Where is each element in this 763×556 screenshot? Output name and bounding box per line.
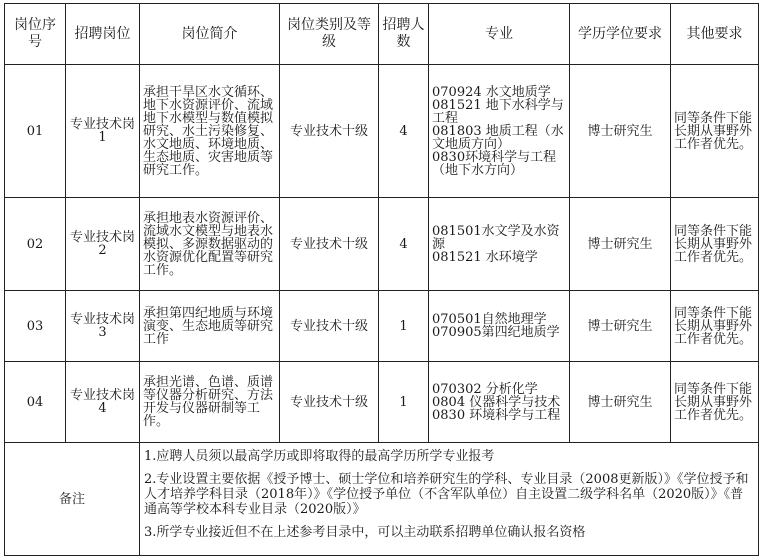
- major-item: 081803 地质工程（水文地质方向）: [432, 123, 564, 152]
- edu-cell: 博士研究生: [570, 65, 671, 198]
- major-item: 0804 仪器科学与技术: [432, 394, 561, 410]
- count-cell: 4: [379, 65, 429, 198]
- major-cell: [429, 198, 570, 291]
- post-cell: 专业技术岗1: [66, 65, 140, 198]
- other-cell: 同等条件下能长期从事野外工作者优先。: [671, 198, 759, 291]
- seq-cell: 03: [5, 291, 66, 362]
- level-cell: 专业技术十级: [280, 291, 379, 362]
- intro-cell: 承担地表水资源评价、流域水文模型与地表水模拟、多源数据驱动的水资源优化配置等研究工作。: [140, 198, 280, 291]
- header-count: 招聘人数: [379, 4, 429, 65]
- other-cell: 同等条件下能长期从事野外工作者优先。: [671, 362, 759, 443]
- major-cell: [429, 291, 570, 362]
- notes-content: [140, 443, 759, 556]
- post-cell: 专业技术岗2: [66, 198, 140, 291]
- table-row: [5, 291, 759, 362]
- count-cell: 1: [379, 291, 429, 362]
- major-item: 070302 分析化学: [432, 381, 538, 397]
- count-cell: 1: [379, 362, 429, 443]
- major-item: 081521 地下水科学与工程: [432, 97, 564, 126]
- intro-cell: 承担干旱区水文循环、地下水资源评价、流域地下水模型与数值模拟研究、水土污染修复、水文地质、环境地质、生态地质、灾害地质等研究工作。: [140, 65, 280, 198]
- major-item: 070501自然地理学: [432, 312, 547, 327]
- header-seq: 岗位序号: [5, 4, 66, 65]
- header-row: [5, 4, 759, 65]
- major-item: 081521 水环境学: [432, 249, 538, 265]
- header-major: 专业: [429, 4, 570, 65]
- header-level: 岗位类别及等级: [280, 4, 379, 65]
- major-item: 0830 环境科学与工程: [432, 407, 561, 423]
- header-other: 其他要求: [671, 4, 759, 65]
- major-item: 070905第四纪地质学: [432, 325, 560, 340]
- count-cell: 4: [379, 198, 429, 291]
- seq-cell: 01: [5, 65, 66, 198]
- note-item: 1.应聘人员须以最高学历或即将取得的最高学历所学专业报考: [144, 449, 495, 464]
- post-cell: 专业技术岗4: [66, 362, 140, 443]
- table-row: [5, 362, 759, 443]
- header-edu: 学历学位要求: [570, 4, 671, 65]
- notes-row: [5, 443, 759, 556]
- major-item: 081501水文学及水资源: [432, 223, 560, 252]
- header-post: 招聘岗位: [66, 4, 140, 65]
- other-cell: 同等条件下能长期从事野外工作者优先。: [671, 65, 759, 198]
- intro-cell: 承担光谱、色谱、质谱等仪器分析研究、方法开发与仪器研制等工作。: [140, 362, 280, 443]
- table-row: [5, 65, 759, 198]
- note-item: 2.专业设置主要依据《授予博士、硕士学位和培养研究生的学科、专业目录（2008更新版）》《学位授予和人才培养学科目录（2018年）》《学位授予单位（不含军队单位）自主设置二级学科名单（2020版）》《普通高等学校本科专业目录（2020版）》: [144, 472, 749, 517]
- level-cell: 专业技术十级: [280, 362, 379, 443]
- edu-cell: 博士研究生: [570, 291, 671, 362]
- edu-cell: 博士研究生: [570, 198, 671, 291]
- major-item: 0830环境科学与工程（地下水方向）: [432, 149, 557, 178]
- edu-cell: 博士研究生: [570, 362, 671, 443]
- post-cell: 专业技术岗3: [66, 291, 140, 362]
- seq-cell: 04: [5, 362, 66, 443]
- notes-label: 备注: [5, 443, 140, 556]
- major-cell: [429, 362, 570, 443]
- level-cell: 专业技术十级: [280, 198, 379, 291]
- header-intro: 岗位简介: [140, 4, 280, 65]
- major-item: 070924 水文地质学: [432, 84, 551, 100]
- intro-cell: 承担第四纪地质与环境演变、生态地质等研究工作: [140, 291, 280, 362]
- other-cell: 同等条件下能长期从事野外工作者优先。: [671, 291, 759, 362]
- recruitment-table: [4, 3, 759, 556]
- note-item: 3.所学专业接近但不在上述参考目录中，可以主动联系招聘单位确认报名资格: [144, 525, 586, 540]
- level-cell: 专业技术十级: [280, 65, 379, 198]
- table-row: [5, 198, 759, 291]
- major-cell: [429, 65, 570, 198]
- seq-cell: 02: [5, 198, 66, 291]
